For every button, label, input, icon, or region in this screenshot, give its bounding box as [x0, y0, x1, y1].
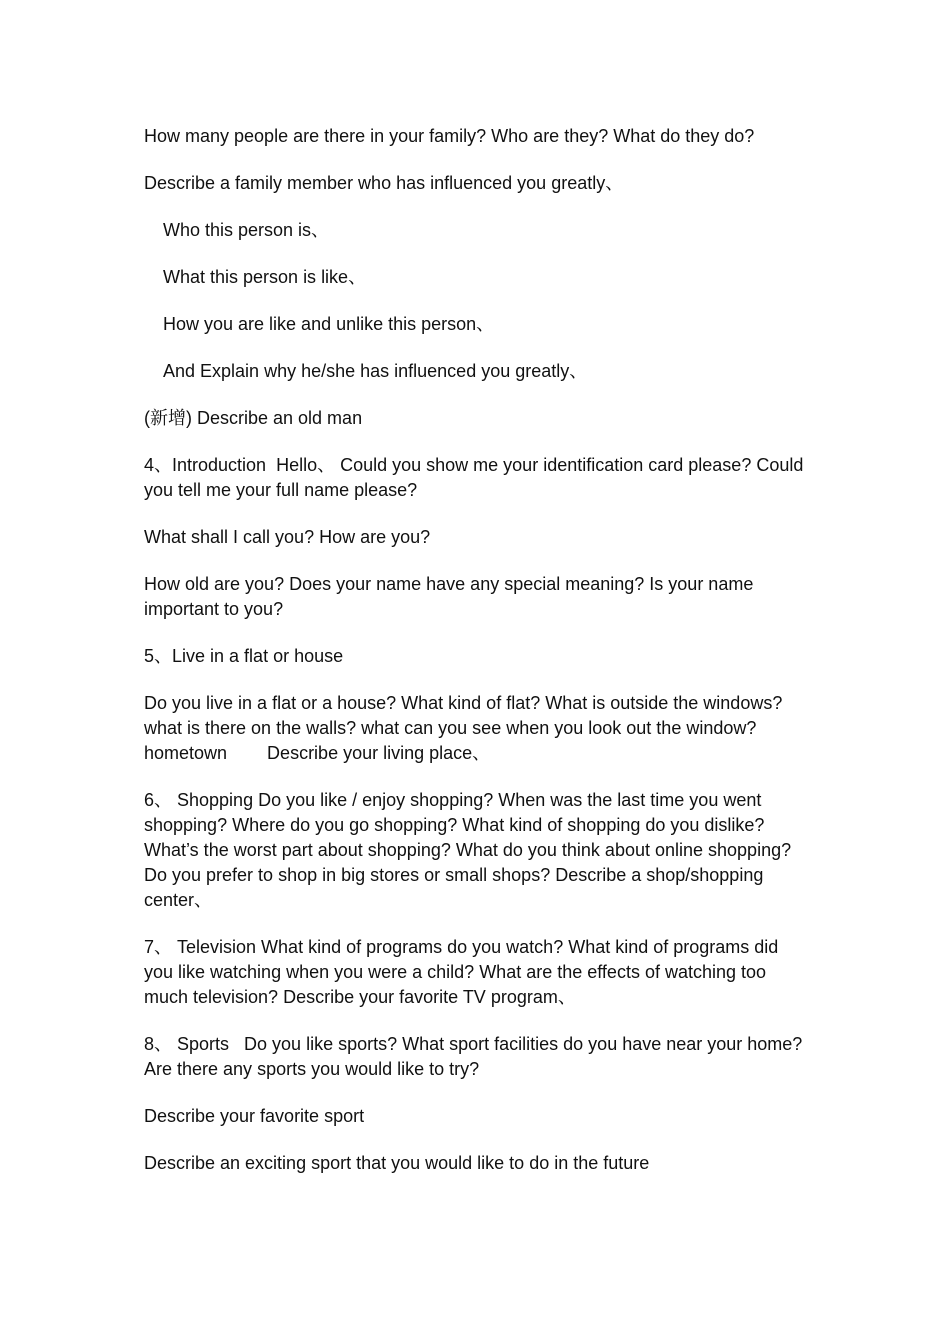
paragraph-explain-influence: And Explain why he/she has influenced you greatly、 — [163, 361, 588, 381]
paragraph-exciting-sport: Describe an exciting sport that you would like to do in the future — [144, 1153, 650, 1173]
paragraph-television: 7、 Television What kind of programs do you watch? What kind of programs did you like watching when you were a child? What are the effects of watching too much television? Describe your favorite TV program、 — [144, 937, 784, 1007]
paragraph-describe-family-member: Describe a family member who has influenced you greatly、 — [144, 173, 624, 193]
paragraph-live-flat-house: 5、Live in a flat or house — [144, 646, 344, 666]
paragraph-sports: 8、 Sports Do you like sports? What sport facilities do you have near your home? Are there any sports you would like to try? — [144, 1034, 807, 1079]
document-body — [144, 124, 812, 1198]
paragraph-shopping: 6、 Shopping Do you like / enjoy shopping? When was the last time you went shopping? Where do you go shopping? What kind of shopping do you dislike? What’s the worst part about shopping? What do you think about online shopping? Do you prefer to shop in big stores or small shops? Describe a shop/shopping center、 — [144, 790, 797, 910]
paragraph-family-question: How many people are there in your family? Who are they? What do they do? — [144, 126, 755, 146]
paragraph-favorite-sport: Describe your favorite sport — [144, 1106, 365, 1126]
paragraph-flat-questions: Do you live in a flat or a house? What kind of flat? What is outside the windows? what is there on the walls? what can you see when you look out the window? hometown Describe your living place、 — [144, 693, 788, 763]
paragraph-what-shall-i-call-you: What shall I call you? How are you? — [144, 527, 431, 547]
paragraph-who-this-person-is: Who this person is、 — [163, 220, 330, 240]
paragraph-like-unlike: How you are like and unlike this person、 — [163, 314, 495, 334]
paragraph-what-person-is-like: What this person is like、 — [163, 267, 367, 287]
paragraph-describe-old-man: (新增) Describe an old man — [144, 408, 363, 428]
paragraph-introduction: 4、Introduction Hello、 Could you show me your identification card please? Could you tell me your full name please? — [144, 455, 809, 500]
paragraph-how-old: How old are you? Does your name have any special meaning? Is your name important to you? — [144, 574, 759, 619]
